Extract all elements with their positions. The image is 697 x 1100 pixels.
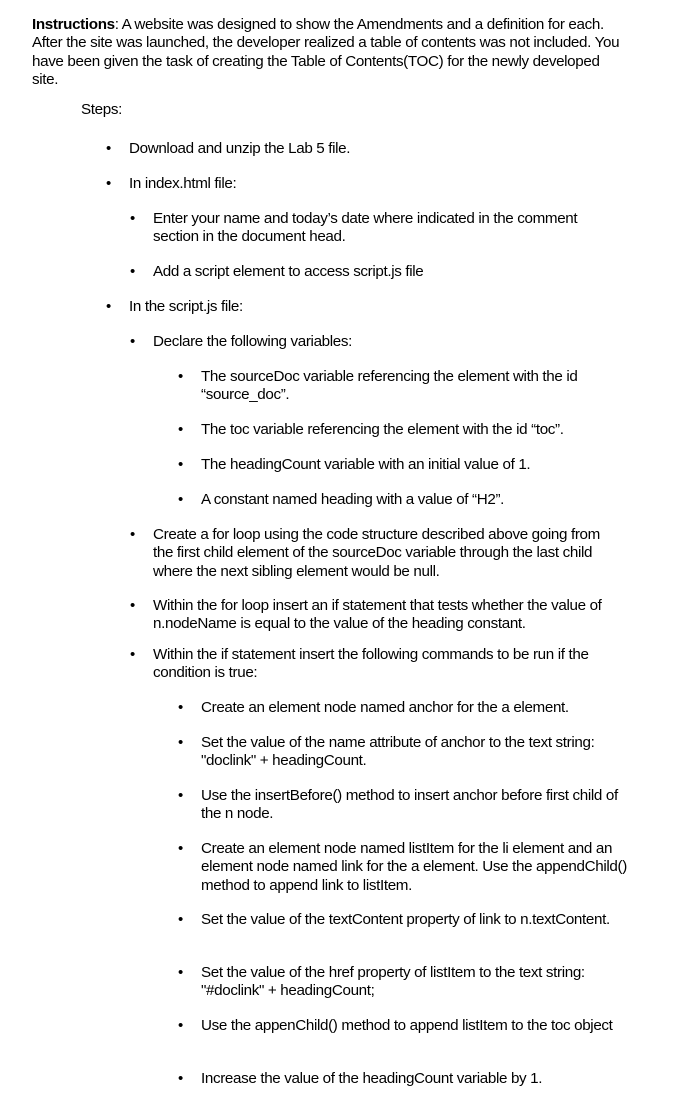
step-script-file: • In the script.js file: <box>129 298 649 316</box>
step-declare-vars: • Declare the following variables: <box>153 333 623 351</box>
instructions-label: Instructions <box>32 16 115 33</box>
step-cmd-href: • Set the value of the href property of listItem to the text string: "#doclink" + headingCount; <box>201 964 631 1001</box>
step-if-commands: • Within the if statement insert the following commands to be run if the condition is true: <box>153 646 623 683</box>
step-cmd-anchor: • Create an element node named anchor for the a element. <box>201 699 631 717</box>
step-var-toc: • The toc variable referencing the element with the id “toc”. <box>201 421 631 439</box>
step-add-script: • Add a script element to access script.js file <box>153 263 623 281</box>
step-if-statement: • Within the for loop insert an if statement that tests whether the value of n.nodeName is equal to the value of the heading constant. <box>153 597 623 634</box>
step-for-loop: • Create a for loop using the code structure described above going from the first child element of the sourceDoc variable through the last child where the next sibling element would be null. <box>153 526 623 581</box>
step-cmd-listitem: • Create an element node named listItem for the li element and an element node named link for the a element. Use the appendChild() method to append link to listItem. <box>201 840 631 895</box>
step-var-sourcedoc: • The sourceDoc variable referencing the element with the id “source_doc”. <box>201 368 631 405</box>
step-var-headingcount: • The headingCount variable with an initial value of 1. <box>201 456 631 474</box>
step-cmd-insertbefore: • Use the insertBefore() method to insert anchor before first child of the n node. <box>201 787 631 824</box>
step-enter-name: • Enter your name and today’s date where indicated in the comment section in the document head. <box>153 210 623 247</box>
step-const-heading: • A constant named heading with a value of “H2”. <box>201 491 631 509</box>
instructions-paragraph <box>32 16 622 90</box>
step-index-file: • In index.html file: <box>129 175 649 193</box>
step-cmd-appendchild: • Use the appenChild() method to append listItem to the toc object <box>201 1017 631 1035</box>
step-cmd-name-attr: • Set the value of the name attribute of anchor to the text string: "doclink" + headingCount. <box>201 734 631 771</box>
step-cmd-increase: • Increase the value of the headingCount variable by 1. <box>201 1070 631 1088</box>
step-cmd-textcontent: • Set the value of the textContent property of link to n.textContent. <box>201 911 631 929</box>
steps-heading: Steps: <box>81 101 122 118</box>
instructions-text: : A website was designed to show the Amendments and a definition for each. After the site was launched, the developer realized a table of contents was not included. You have been given the task of creating the Table of Contents(TOC) for the newly developed site. <box>32 16 620 89</box>
step-download: • Download and unzip the Lab 5 file. <box>129 140 649 158</box>
